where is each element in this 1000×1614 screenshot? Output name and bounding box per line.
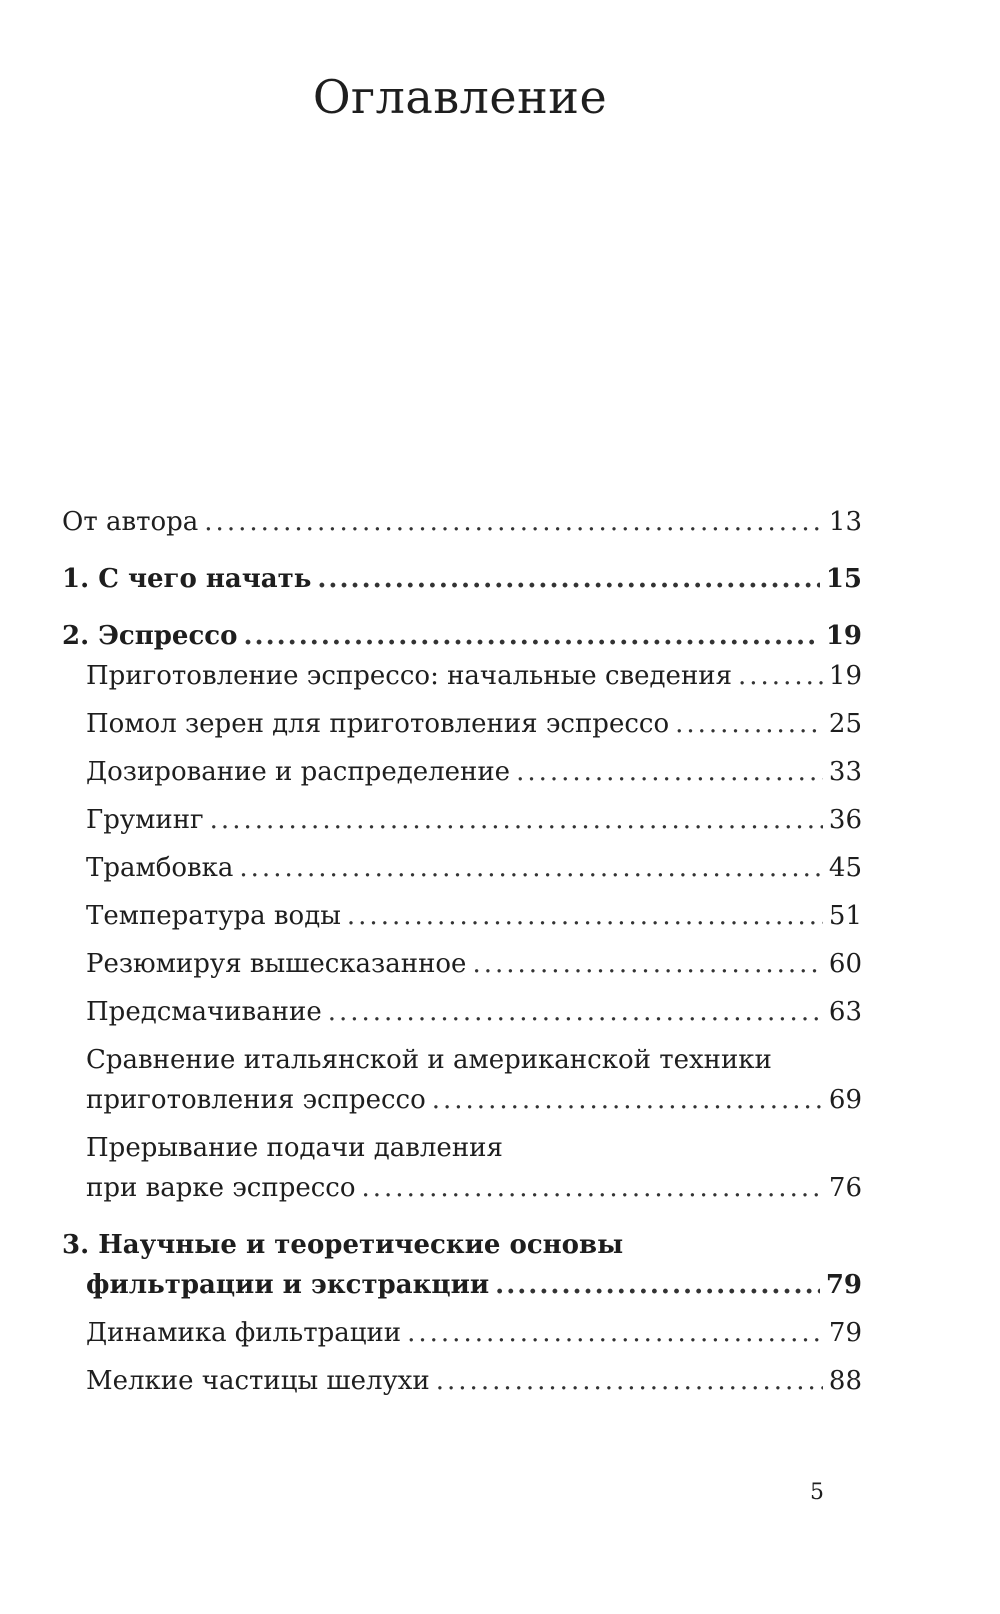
dot-leader [204,502,823,542]
toc-section[interactable] [62,1040,862,1120]
page-title: Оглавление [312,70,608,124]
toc-entry-title-continued: приготовления эспрессо [86,1085,426,1115]
toc-section[interactable] [62,848,862,888]
toc-chapter-1[interactable] [62,559,862,599]
toc-entry-title: Мелкие частицы шелухи [86,1366,430,1396]
toc-section[interactable] [62,992,862,1032]
dot-leader [675,704,823,744]
dot-leader [317,559,819,599]
dot-leader [432,1080,823,1120]
toc-entry-title-continued: фильтрации и экстракции [86,1270,490,1300]
toc-entry-title: Дозирование и распределение [86,757,511,787]
dot-leader [516,752,823,792]
toc-entry-page: 51 [828,901,862,931]
toc-entry-title: От автора [62,507,199,537]
dot-leader [738,656,823,696]
toc-entry-page: 25 [828,709,862,739]
table-of-contents [62,502,862,1401]
toc-entry-page: 36 [828,805,862,835]
toc-entry-page: 88 [828,1366,862,1396]
dot-leader [407,1313,823,1353]
toc-entry-from-author[interactable] [62,502,862,542]
toc-entry-page: 15 [825,564,862,594]
toc-entry-page: 79 [828,1318,862,1348]
toc-entry-page: 69 [828,1085,862,1115]
toc-section[interactable] [62,1313,862,1353]
dot-leader [436,1361,823,1401]
toc-entry-page: 19 [825,621,862,651]
toc-entry-page: 19 [828,661,862,691]
toc-entry-title: Помол зерен для приготовления эспрессо [86,709,670,739]
toc-entry-page: 76 [828,1173,862,1203]
dot-leader [472,944,822,984]
toc-section[interactable] [62,896,862,936]
dot-leader [362,1168,823,1208]
dot-leader [243,616,819,656]
toc-entry-title: 1. С чего начать [62,564,312,594]
toc-entry-page: 79 [825,1270,862,1300]
toc-section[interactable] [62,944,862,984]
toc-chapter-2[interactable] [62,616,862,656]
dot-leader [347,896,823,936]
toc-entry-title: Предсмачивание [86,997,322,1027]
toc-entry-title: 2. Эспрессо [62,621,238,651]
toc-section[interactable] [62,656,862,696]
toc-chapter-3[interactable] [62,1225,862,1305]
dot-leader [495,1265,820,1305]
dot-leader [239,848,823,888]
toc-entry-title: Сравнение итальянской и американской техники [86,1045,772,1075]
toc-entry-page: 63 [828,997,862,1027]
toc-section[interactable] [62,1128,862,1208]
toc-entry-title-continued: при варке эспрессо [86,1173,356,1203]
toc-section[interactable] [62,1361,862,1401]
toc-entry-title: Трамбовка [86,853,234,883]
toc-entry-page: 60 [828,949,862,979]
toc-entry-title: Груминг [86,805,204,835]
toc-entry-title: 3. Научные и теоретические основы [62,1230,624,1260]
dot-leader [210,800,823,840]
toc-entry-title: Прерывание подачи давления [86,1133,503,1163]
page-number: 5 [810,1480,824,1505]
toc-section[interactable] [62,704,862,744]
toc-section[interactable] [62,752,862,792]
toc-section[interactable] [62,800,862,840]
toc-entry-page: 45 [828,853,862,883]
toc-entry-title: Динамика фильтрации [86,1318,402,1348]
toc-entry-page: 13 [828,507,862,537]
toc-entry-page: 33 [828,757,862,787]
toc-entry-title: Приготовление эспрессо: начальные сведения [86,661,733,691]
toc-entry-title: Температура воды [86,901,341,931]
dot-leader [328,992,823,1032]
toc-entry-title: Резюмируя вышесказанное [86,949,467,979]
